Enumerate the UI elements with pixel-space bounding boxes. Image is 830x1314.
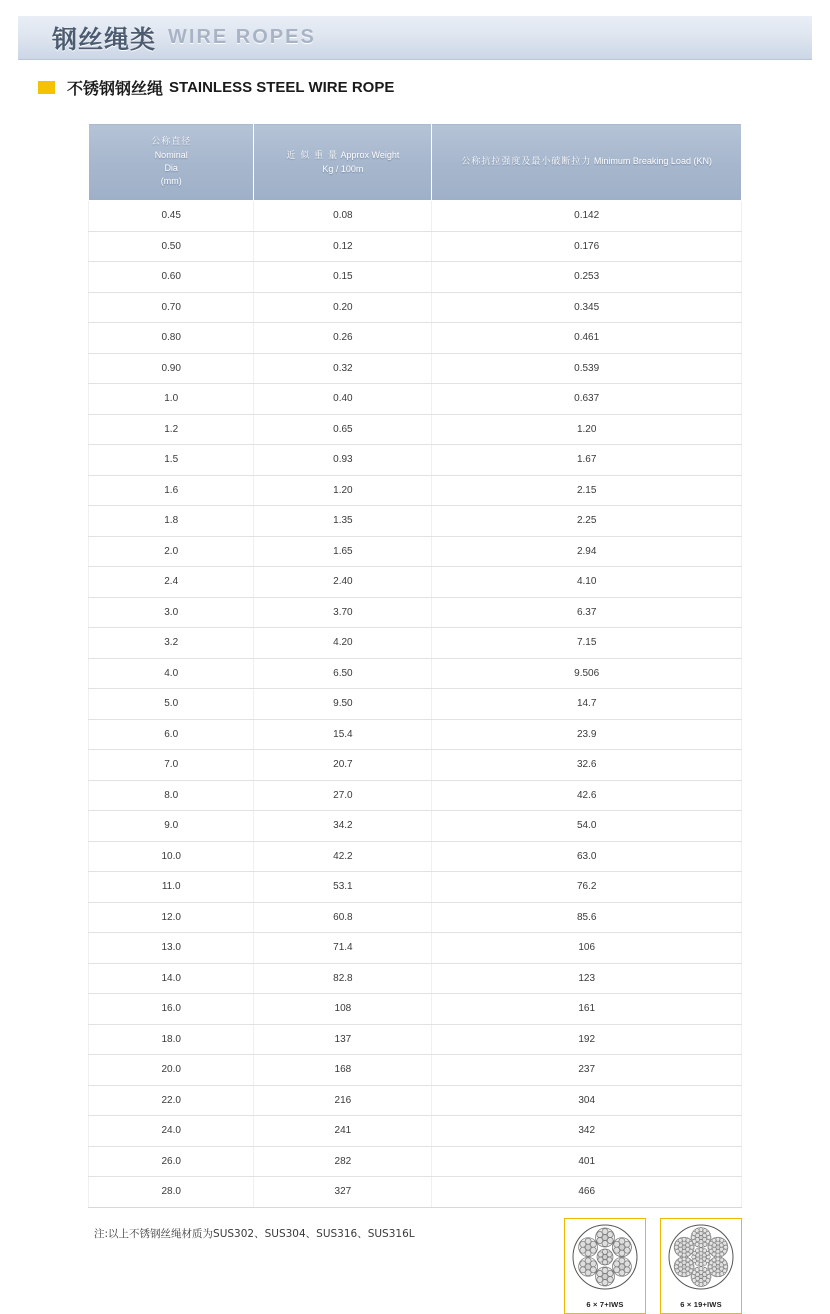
table-cell: 0.26	[254, 323, 432, 354]
table-cell: 9.506	[432, 658, 742, 689]
table-cell: 20.7	[254, 750, 432, 781]
column-header-nominal-dia-cn: 公称直径	[151, 137, 192, 147]
table-cell: 63.0	[432, 841, 742, 872]
table-cell: 3.2	[89, 628, 254, 659]
table-cell: 1.2	[89, 414, 254, 445]
table-cell: 0.45	[89, 201, 254, 232]
table-row	[89, 902, 742, 933]
table-cell: 4.20	[254, 628, 432, 659]
table-cell: 8.0	[89, 780, 254, 811]
column-header-nominal-dia-en2: Dia	[164, 163, 178, 173]
table-cell: 53.1	[254, 872, 432, 903]
table-row	[89, 292, 742, 323]
table-row	[89, 475, 742, 506]
table-row	[89, 1055, 742, 1086]
table-row	[89, 1024, 742, 1055]
column-header-breaking-load-en: Minimum Breaking Load (KN)	[593, 156, 712, 166]
table-cell: 11.0	[89, 872, 254, 903]
table-cell: 0.60	[89, 262, 254, 293]
table-cell: 192	[432, 1024, 742, 1055]
table-cell: 20.0	[89, 1055, 254, 1086]
table-row	[89, 780, 742, 811]
table-cell: 7.0	[89, 750, 254, 781]
table-cell: 32.6	[432, 750, 742, 781]
table-cell: 304	[432, 1085, 742, 1116]
table-row	[89, 323, 742, 354]
table-cell: 2.4	[89, 567, 254, 598]
table-cell: 10.0	[89, 841, 254, 872]
table-cell: 3.70	[254, 597, 432, 628]
table-cell: 0.461	[432, 323, 742, 354]
table-cell: 0.12	[254, 231, 432, 262]
footer-row	[88, 1218, 742, 1314]
table-cell: 1.8	[89, 506, 254, 537]
spec-table	[88, 123, 742, 1208]
column-header-breaking-load	[432, 124, 742, 201]
column-header-approx-weight-cn: 近 似 重 量	[286, 150, 338, 161]
table-cell: 1.0	[89, 384, 254, 415]
table-row	[89, 841, 742, 872]
table-row	[89, 872, 742, 903]
table-row	[89, 597, 742, 628]
table-cell: 0.08	[254, 201, 432, 232]
column-header-approx-weight-en2: Kg / 100m	[322, 163, 364, 174]
table-cell: 0.15	[254, 262, 432, 293]
table-cell: 2.0	[89, 536, 254, 567]
column-header-breaking-load-cn: 公称抗拉强度及最小破断拉力	[461, 157, 592, 167]
table-row	[89, 567, 742, 598]
table-cell: 42.6	[432, 780, 742, 811]
banner-title-en: WIRE ROPES	[168, 26, 316, 48]
table-cell: 26.0	[89, 1146, 254, 1177]
table-row	[89, 994, 742, 1025]
table-cell: 18.0	[89, 1024, 254, 1055]
table-row	[89, 1177, 742, 1208]
table-row	[89, 719, 742, 750]
table-cell: 6.37	[432, 597, 742, 628]
table-row	[89, 658, 742, 689]
table-row	[89, 689, 742, 720]
catalog-page	[0, 16, 830, 1309]
table-cell: 12.0	[89, 902, 254, 933]
spec-table-body	[89, 201, 742, 1208]
table-row	[89, 1146, 742, 1177]
column-header-approx-weight-en: Approx Weight	[340, 149, 400, 160]
rope-cross-section-6x7-label: 6 × 7+IWS	[586, 1299, 624, 1309]
table-cell: 0.90	[89, 353, 254, 384]
table-cell: 0.65	[254, 414, 432, 445]
table-cell: 1.6	[89, 475, 254, 506]
section-title-cn: 不锈钢钢丝绳	[67, 79, 164, 98]
table-cell: 2.94	[432, 536, 742, 567]
table-cell: 401	[432, 1146, 742, 1177]
column-header-approx-weight	[254, 124, 432, 201]
table-cell: 466	[432, 1177, 742, 1208]
table-cell: 108	[254, 994, 432, 1025]
table-cell: 0.142	[432, 201, 742, 232]
table-row	[89, 963, 742, 994]
table-cell: 15.4	[254, 719, 432, 750]
table-row	[89, 262, 742, 293]
table-cell: 137	[254, 1024, 432, 1055]
table-row	[89, 628, 742, 659]
column-header-nominal-dia-en: Nominal	[154, 150, 188, 160]
table-cell: 42.2	[254, 841, 432, 872]
table-cell: 342	[432, 1116, 742, 1147]
table-cell: 0.40	[254, 384, 432, 415]
table-cell: 6.0	[89, 719, 254, 750]
table-cell: 0.20	[254, 292, 432, 323]
table-cell: 216	[254, 1085, 432, 1116]
table-row	[89, 536, 742, 567]
table-header-row	[89, 124, 742, 201]
table-row	[89, 414, 742, 445]
table-cell: 54.0	[432, 811, 742, 842]
table-cell: 0.70	[89, 292, 254, 323]
table-row	[89, 384, 742, 415]
table-cell: 27.0	[254, 780, 432, 811]
table-cell: 1.67	[432, 445, 742, 476]
table-row	[89, 231, 742, 262]
rope-cross-section-6x7-icon	[572, 1224, 638, 1290]
table-row	[89, 353, 742, 384]
table-row	[89, 750, 742, 781]
table-cell: 28.0	[89, 1177, 254, 1208]
table-cell: 23.9	[432, 719, 742, 750]
table-cell: 1.20	[254, 475, 432, 506]
section-title-en: STAINLESS STEEL WIRE ROPE	[169, 79, 395, 96]
rope-cross-section-6x19	[660, 1218, 742, 1314]
table-cell: 0.253	[432, 262, 742, 293]
table-row	[89, 811, 742, 842]
table-cell: 0.345	[432, 292, 742, 323]
table-cell: 76.2	[432, 872, 742, 903]
table-cell: 9.50	[254, 689, 432, 720]
table-row	[89, 933, 742, 964]
rope-cross-section-6x7	[564, 1218, 646, 1314]
column-header-nominal-dia-unit: (mm)	[160, 176, 182, 186]
table-cell: 16.0	[89, 994, 254, 1025]
table-cell: 106	[432, 933, 742, 964]
table-cell: 1.20	[432, 414, 742, 445]
spec-table-container	[88, 123, 742, 1208]
table-cell: 168	[254, 1055, 432, 1086]
table-cell: 3.0	[89, 597, 254, 628]
table-row	[89, 1116, 742, 1147]
rope-cross-section-6x19-icon	[668, 1224, 734, 1290]
page-banner	[18, 16, 812, 60]
table-cell: 5.0	[89, 689, 254, 720]
table-cell: 0.93	[254, 445, 432, 476]
table-cell: 282	[254, 1146, 432, 1177]
table-cell: 14.0	[89, 963, 254, 994]
table-cell: 0.50	[89, 231, 254, 262]
section-heading	[18, 76, 812, 99]
table-cell: 6.50	[254, 658, 432, 689]
diagram-group	[564, 1218, 742, 1314]
table-cell: 0.80	[89, 323, 254, 354]
table-cell: 2.15	[432, 475, 742, 506]
table-cell: 71.4	[254, 933, 432, 964]
table-cell: 0.539	[432, 353, 742, 384]
table-cell: 161	[432, 994, 742, 1025]
table-cell: 0.176	[432, 231, 742, 262]
square-marker-icon	[38, 81, 55, 94]
table-cell: 85.6	[432, 902, 742, 933]
table-cell: 2.25	[432, 506, 742, 537]
table-cell: 7.15	[432, 628, 742, 659]
table-cell: 1.5	[89, 445, 254, 476]
table-cell: 60.8	[254, 902, 432, 933]
table-cell: 13.0	[89, 933, 254, 964]
table-cell: 22.0	[89, 1085, 254, 1116]
table-cell: 327	[254, 1177, 432, 1208]
table-cell: 24.0	[89, 1116, 254, 1147]
table-row	[89, 201, 742, 232]
table-row	[89, 1085, 742, 1116]
spec-table-head	[89, 124, 742, 201]
table-cell: 4.0	[89, 658, 254, 689]
banner-title-cn: 钢丝绳类	[52, 24, 157, 54]
table-cell: 1.65	[254, 536, 432, 567]
table-cell: 1.35	[254, 506, 432, 537]
material-note: 注:以上不锈钢丝绳材质为SUS302、SUS304、SUS316、SUS316L	[94, 1227, 415, 1240]
table-cell: 123	[432, 963, 742, 994]
table-cell: 4.10	[432, 567, 742, 598]
table-cell: 2.40	[254, 567, 432, 598]
table-row	[89, 445, 742, 476]
table-cell: 9.0	[89, 811, 254, 842]
rope-cross-section-6x19-label: 6 × 19+IWS	[680, 1299, 722, 1309]
table-cell: 0.32	[254, 353, 432, 384]
table-cell: 82.8	[254, 963, 432, 994]
table-cell: 0.637	[432, 384, 742, 415]
column-header-nominal-dia	[89, 124, 254, 201]
table-row	[89, 506, 742, 537]
table-cell: 237	[432, 1055, 742, 1086]
table-cell: 34.2	[254, 811, 432, 842]
table-cell: 241	[254, 1116, 432, 1147]
table-cell: 14.7	[432, 689, 742, 720]
